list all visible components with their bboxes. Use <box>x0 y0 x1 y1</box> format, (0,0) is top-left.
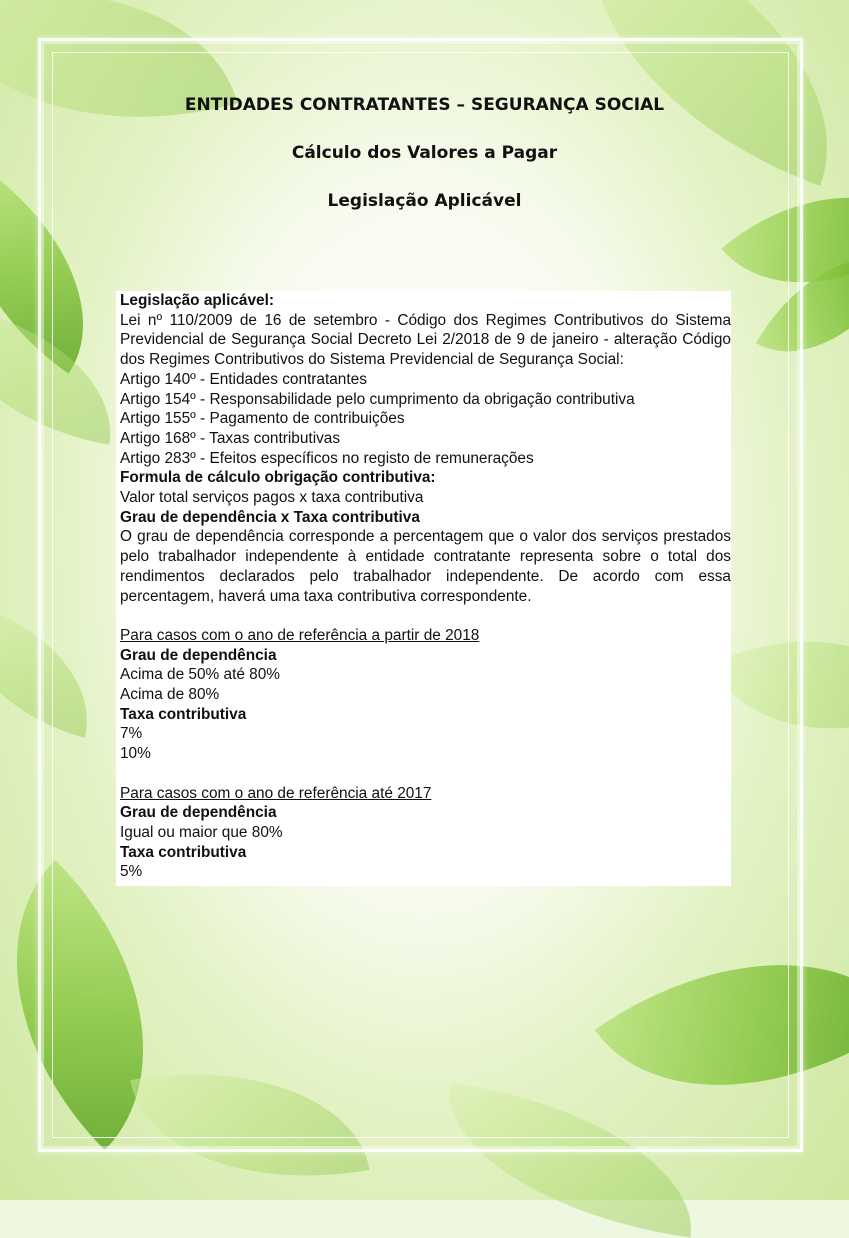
legislation-text: Lei nº 110/2009 de 16 de setembro - Código dos Regimes Contributivos do Sistema Previdencial de Segurança Social Decreto Lei 2/2018 de 9 de janeiro - alteração Código dos Regimes Contributivos do Sistema Previdencial de Segurança Social: <box>120 311 731 369</box>
spacer <box>120 606 731 626</box>
case-2018-taxa-value: 7% <box>120 725 143 743</box>
case-2018-taxa-label: Taxa contributiva <box>120 705 247 723</box>
case-2017-grau-label: Grau de dependência <box>120 804 277 822</box>
case-2018-grau-value: Acima de 80% <box>120 686 220 704</box>
formula-text: Valor total serviços pagos x taxa contributiva <box>120 489 424 507</box>
case-2018-grau-label: Grau de dependência <box>120 646 277 664</box>
case-2017-grau-value: Igual ou maior que 80% <box>120 823 283 841</box>
page-title: ENTIDADES CONTRATANTES – SEGURANÇA SOCIAL <box>184 95 665 115</box>
formula-heading: Formula de cálculo obrigação contributiva: <box>120 469 436 487</box>
title-block <box>0 94 849 212</box>
spacer <box>120 764 731 784</box>
content-box <box>116 291 731 886</box>
legislation-heading: Legislação aplicável: <box>120 292 274 309</box>
case-2018-heading: Para casos com o ano de referência a partir de 2018 <box>120 626 480 644</box>
article-item: Artigo 155º - Pagamento de contribuições <box>120 410 405 428</box>
case-2017-taxa-value: 5% <box>120 863 143 881</box>
page-subtitle: Cálculo dos Valores a Pagar <box>291 143 558 163</box>
article-item: Artigo 154º - Responsabilidade pelo cumprimento da obrigação contributiva <box>120 390 635 408</box>
case-2018-grau-value: Acima de 50% até 80% <box>120 666 280 684</box>
case-2017-heading: Para casos com o ano de referência até 2017 <box>120 784 432 802</box>
grau-explanation: O grau de dependência corresponde a percentagem que o valor dos serviços prestados pelo trabalhador independente à entidade contratante representa sobre o total dos rendimentos declarados pelo trabalhador independente. De acordo com essa percentagem, haverá uma taxa contributiva correspondente. <box>120 528 731 605</box>
article-item: Artigo 168º - Taxas contributivas <box>120 429 341 447</box>
case-2018-taxa-value: 10% <box>120 745 151 763</box>
case-2017-taxa-label: Taxa contributiva <box>120 843 247 861</box>
article-item: Artigo 140º - Entidades contratantes <box>120 370 367 388</box>
article-item: Artigo 283º - Efeitos específicos no registo de remunerações <box>120 449 534 467</box>
grau-taxa-heading: Grau de dependência x Taxa contributiva <box>120 508 420 526</box>
section-title: Legislação Aplicável <box>327 191 522 211</box>
